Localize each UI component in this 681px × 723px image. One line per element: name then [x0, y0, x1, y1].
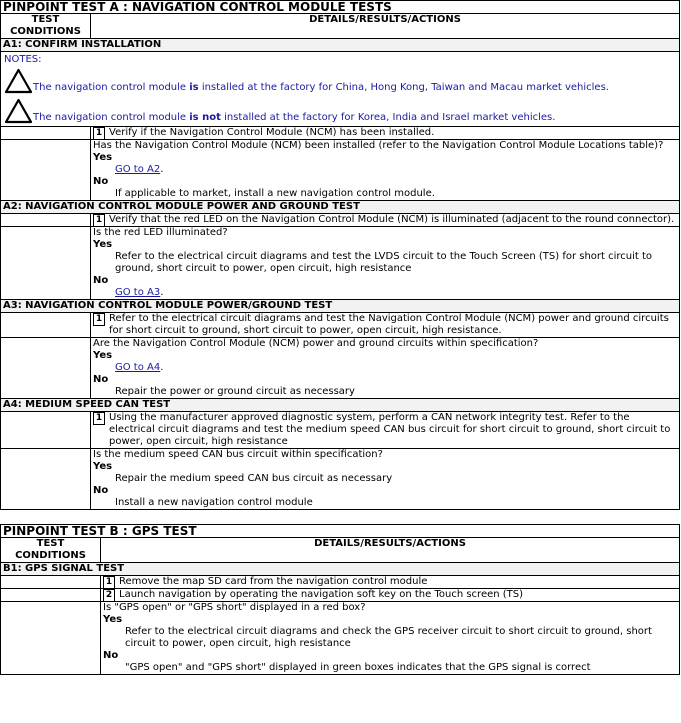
- notes-label: NOTES:: [4, 54, 42, 65]
- note-2: The navigation control module is not installed at the factory for Korea, India and Israel market vehicles.: [4, 96, 677, 126]
- a3-step-1: 1 Refer to the electrical circuit diagrams and test the Navigation Control Module (NCM) power and ground circuits for short circuit to ground, short circuit to power, open circuit, high resistance.: [93, 313, 677, 337]
- yes-label: Yes: [93, 461, 113, 472]
- test-a-details-header: DETAILS/RESULTS/ACTIONS: [91, 14, 680, 39]
- a2-question: Is the red LED illuminated?: [93, 227, 228, 238]
- goto-a4-link[interactable]: GO to A4: [115, 362, 161, 373]
- a3-no-action: Repair the power or ground circuit as necessary: [115, 386, 355, 397]
- a1-no-action: If applicable to market, install a new navigation control module.: [115, 188, 435, 199]
- test-a-conditions-header: TEST CONDITIONS: [1, 14, 91, 39]
- pinpoint-test-a-table: PINPOINT TEST A : NAVIGATION CONTROL MODULE TESTS TEST CONDITIONS DETAILS/RESULTS/ACTIONS A1: CONFIRM INSTALLATION NOTES: The navigation control module is installed at the factory for China, Hong Kong, Taiwan and Macau market vehicles. The navigation control module is not installed at the factory for Korea, India and Israel market vehicles. 1 Verify if the Navigation Control Module (NCM) has been installed. Has the Navigation Control Module (NCM) been installed (refer to the Navigation Control Module Locations table)? Yes GO to A2. No If applicable to market, install a new navigation control module. A2: NAVIGATION CONTROL MODULE POWER AND GROUND TEST 1 Verify that the red LED on the Navigation Control Module (NCM) is illuminated (adjacent to the round connector). Is the red LED illuminated? Yes Refer to the electrical circuit diagrams and test the LVDS circuit to the Touch Screen (TS) for short circuit to ground, short circuit to power, open circuit, high resistance No GO to A3. A3: NAVIGATION CONTROL MODULE POWER/GROUND TEST 1 Refer to the electrical circuit diagrams and test the Navigation Control Module (NCM) power and ground circuits for short circuit to ground, short circuit to power, open circuit, high resistance. Are the Navigation Control Module (NCM) power and ground circuits within specification? Yes GO to A4. No Repair the power or ground circuit as necessary A4: MEDIUM SPEED CAN TEST 1 Using the manufacturer approved diagnostic system, perform a CAN network integrity test. Refer to the electrical circuit diagrams and test the medium speed CAN bus circuit for short circuit to ground, short circuit to power, open circuit, high resistance Is the medium speed CAN bus circuit within specification? Yes Repair the medium speed CAN bus circuit as necessary No Install a new navigation control module: [0, 0, 680, 510]
- note-1: The navigation control module is installed at the factory for China, Hong Kong, Taiwan and Macau market vehicles.: [4, 66, 677, 96]
- step-number: 1: [93, 313, 105, 326]
- a4-yes-action: Repair the medium speed CAN bus circuit as necessary: [115, 473, 393, 484]
- goto-a3-link[interactable]: GO to A3: [115, 287, 161, 298]
- yes-label: Yes: [93, 350, 113, 361]
- a2-step-1: 1 Verify that the red LED on the Navigation Control Module (NCM) is illuminated (adjacent to the round connector).: [93, 214, 677, 226]
- step-number: 1: [93, 214, 105, 227]
- no-label: No: [103, 650, 119, 661]
- a3-title: A3: NAVIGATION CONTROL MODULE POWER/GROUND TEST: [1, 300, 680, 313]
- b1-step-1: 1 Remove the map SD card from the navigation control module: [103, 576, 677, 588]
- step-number: 1: [93, 127, 105, 140]
- b1-yes-action: Refer to the electrical circuit diagrams and check the GPS receiver circuit to short circuit to ground, short circuit to power, open circuit, high resistance: [125, 626, 652, 649]
- b1-title: B1: GPS SIGNAL TEST: [1, 563, 680, 576]
- no-label: No: [93, 176, 109, 187]
- step-number: 1: [93, 412, 105, 425]
- yes-label: Yes: [103, 614, 123, 625]
- b1-step-2: 2 Launch navigation by operating the navigation soft key on the Touch screen (TS): [103, 589, 677, 601]
- a4-question: Is the medium speed CAN bus circuit within specification?: [93, 449, 383, 460]
- goto-a2-link[interactable]: GO to A2: [115, 164, 161, 175]
- b1-question: Is "GPS open" or "GPS short" displayed in a red box?: [103, 602, 366, 613]
- yes-label: Yes: [93, 239, 113, 250]
- no-label: No: [93, 485, 109, 496]
- test-a-title: PINPOINT TEST A : NAVIGATION CONTROL MODULE TESTS: [1, 1, 680, 14]
- yes-label: Yes: [93, 152, 113, 163]
- warning-triangle-icon: [4, 68, 33, 94]
- a4-step-1: 1 Using the manufacturer approved diagnostic system, perform a CAN network integrity test. Refer to the electrical circuit diagrams and test the medium speed CAN bus circuit for short circuit to ground, short circuit to power, open circuit, high resistance: [93, 412, 677, 448]
- a1-step-1: 1 Verify if the Navigation Control Module (NCM) has been installed.: [93, 127, 677, 139]
- no-label: No: [93, 275, 109, 286]
- test-b-title: PINPOINT TEST B : GPS TEST: [1, 525, 680, 538]
- a2-yes-action: Refer to the electrical circuit diagrams and test the LVDS circuit to the Touch Screen (TS) for short circuit to ground, short circuit to power, open circuit, high resistance: [115, 251, 653, 274]
- test-b-conditions-header: TEST CONDITIONS: [1, 538, 101, 563]
- a1-question: Has the Navigation Control Module (NCM) been installed (refer to the Navigation Control Module Locations table)?: [93, 140, 664, 151]
- no-label: No: [93, 374, 109, 385]
- pinpoint-test-b-table: [0, 524, 680, 675]
- step-number: 1: [103, 576, 115, 589]
- b1-no-action: "GPS open" and "GPS short" displayed in green boxes indicates that the GPS signal is correct: [125, 662, 591, 673]
- a1-title: A1: CONFIRM INSTALLATION: [1, 39, 680, 52]
- warning-triangle-icon: [4, 98, 33, 124]
- a1-notes: [1, 52, 680, 127]
- a4-no-action: Install a new navigation control module: [115, 497, 313, 508]
- a4-title: A4: MEDIUM SPEED CAN TEST: [1, 399, 680, 412]
- step-number: 2: [103, 589, 115, 602]
- a2-title: A2: NAVIGATION CONTROL MODULE POWER AND GROUND TEST: [1, 201, 680, 214]
- test-b-details-header: DETAILS/RESULTS/ACTIONS: [101, 538, 680, 563]
- a3-question: Are the Navigation Control Module (NCM) power and ground circuits within specification?: [93, 338, 539, 349]
